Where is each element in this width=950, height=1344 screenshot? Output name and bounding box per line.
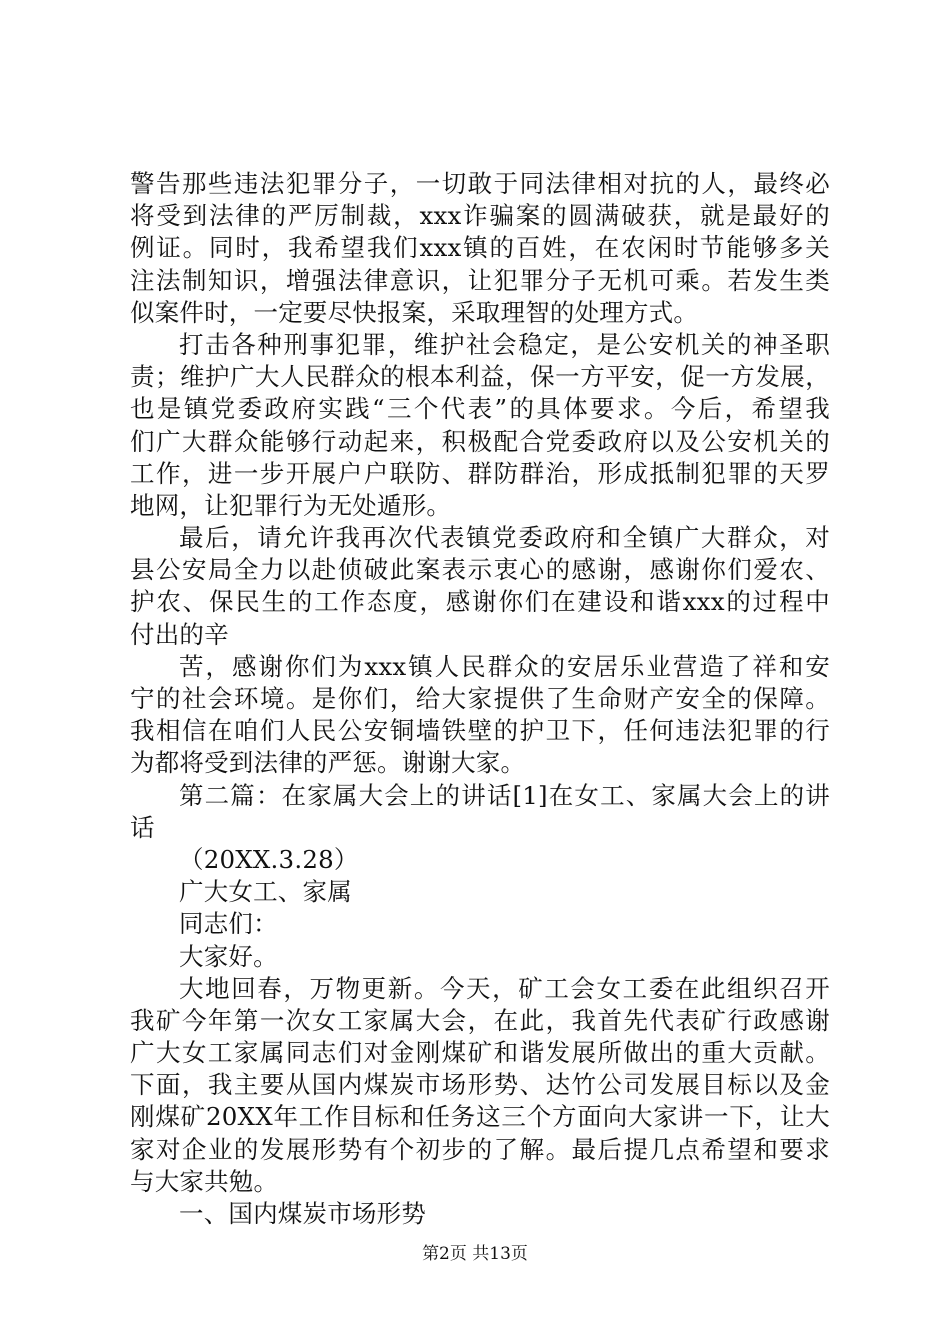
- text-line: 我相信在咱们人民公安铜墙铁壁的护卫下，任何违法犯罪的行: [130, 716, 830, 746]
- text-line: 例证。同时，我希望我们xxx镇的百姓，在农闲时节能够多关: [130, 233, 830, 263]
- text-line: 也是镇党委政府实践“三个代表”的具体要求。今后，希望我: [130, 394, 830, 424]
- text-line: 广大女工家属同志们对金刚煤矿和谐发展所做出的重大贡献。: [130, 1038, 830, 1068]
- greeting-line: 大家好。: [179, 941, 278, 971]
- text-line: 刚煤矿20XX年工作目标和任务这三个方面向大家讲一下，让大: [130, 1102, 830, 1132]
- text-line: 工作，进一步开展户户联防、群防群治，形成抵制犯罪的天罗: [130, 458, 830, 488]
- document-body: [130, 168, 830, 1230]
- text-line: 为都将受到法律的严惩。谢谢大家。: [130, 748, 526, 778]
- text-line: 宁的社会环境。是你们，给大家提供了生命财产安全的保障。: [130, 684, 830, 713]
- text-line: 地网，让犯罪行为无处遁形。: [130, 490, 452, 520]
- text-line: 将受到法律的严厉制裁，xxx诈骗案的圆满破获，就是最好的: [130, 201, 830, 231]
- paragraph-start: 苦，感谢你们为xxx镇人民群众的安居乐业营造了祥和安: [179, 651, 830, 681]
- text-line: 县公安局全力以赴侦破此案表示衷心的感谢，感谢你们爱农、: [130, 555, 830, 585]
- text-line: 警告那些违法犯罪分子，一切敢于同法律相对抗的人，最终必: [130, 169, 830, 198]
- speech-date: （20XX.3.28）: [179, 844, 359, 874]
- text-line: 付出的辛: [130, 619, 229, 649]
- text-line: 与大家共勉。: [130, 1166, 279, 1196]
- text-line: 注法制知识，增强法律意识，让犯罪分子无机可乘。若发生类: [130, 265, 830, 295]
- text-line: 似案件时，一定要尽快报案，采取理智的处理方式。: [130, 297, 699, 327]
- text-line: 们广大群众能够行动起来，积极配合党委政府以及公安机关的: [130, 426, 830, 456]
- text-line: 责；维护广大人民群众的根本利益，保一方平安，促一方发展，: [130, 362, 830, 392]
- text-line: 下面，我主要从国内煤炭市场形势、达竹公司发展目标以及金: [130, 1070, 830, 1100]
- paragraph-start: 大地回春，万物更新。今天，矿工会女工委在此组织召开: [179, 973, 830, 1003]
- text-line: 家对企业的发展形势有个初步的了解。最后提几点希望和要求: [130, 1134, 830, 1164]
- salutation-line: 广大女工、家属: [179, 877, 352, 907]
- paragraph-start: 最后，请允许我再次代表镇党委政府和全镇广大群众，对: [179, 523, 830, 553]
- text-line: 我矿今年第一次女工家属大会，在此，我首先代表矿行政感谢: [130, 1005, 830, 1035]
- subsection-heading: 一、国内煤炭市场形势: [179, 1199, 426, 1228]
- section-heading: 第二篇：在家属大会上的讲话[1]在女工、家属大会上的讲: [179, 780, 830, 810]
- text-line: 护农、保民生的工作态度，感谢你们在建设和谐xxx的过程中: [130, 587, 830, 617]
- text-line: 话: [130, 812, 155, 842]
- page-number-footer: 第2页 共13页: [422, 1244, 528, 1264]
- salutation-line: 同志们：: [179, 909, 278, 939]
- paragraph-start: 打击各种刑事犯罪，维护社会稳定，是公安机关的神圣职: [179, 329, 830, 359]
